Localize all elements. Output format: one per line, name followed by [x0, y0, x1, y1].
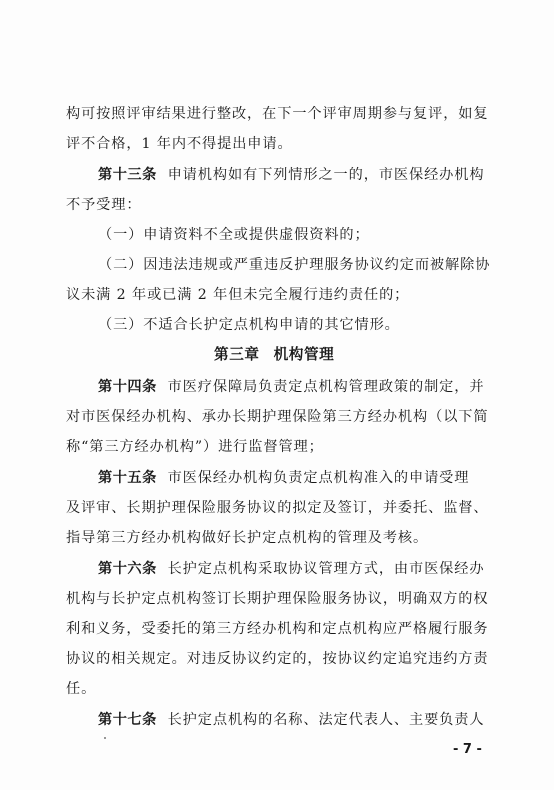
paragraph-line [66, 529, 428, 547]
line-text: 议未满 2 年或已满 2 年但未完全履行违约责任的； [66, 287, 410, 303]
chapter-title: 机构管理 [273, 346, 335, 363]
line-text: 长护定点机构采取协议管理方式，由市医保经办 [167, 561, 485, 577]
article-14-heading: 第十四条 [98, 379, 157, 395]
list-item-1 [98, 226, 370, 244]
article-16-heading: 第十六条 [98, 561, 157, 577]
paragraph-line [66, 286, 409, 304]
line-text: （三）不适合长护定点机构申请的其它情形。 [98, 317, 400, 333]
page-number: - 7 - [453, 742, 482, 757]
paragraph-line [66, 680, 96, 698]
article-14-line [98, 378, 484, 396]
line-text: 任。 [66, 681, 97, 697]
article-13-heading: 第十三条 [98, 167, 157, 183]
paragraph-line [66, 196, 141, 214]
paragraph-line [66, 105, 488, 123]
line-text: 不予受理： [66, 197, 142, 213]
line-text: 及评审、长期护理保险服务协议的拟定及签订，并委托、监督、 [66, 500, 489, 516]
chapter-heading [214, 346, 334, 364]
list-item-3 [98, 316, 400, 334]
paragraph-line [66, 590, 488, 608]
article-15-heading: 第十五条 [98, 470, 157, 486]
article-15-line [98, 469, 469, 487]
line-text: 指导第三方经办机构做好长护定点机构的管理及考核。 [66, 530, 429, 546]
line-text: 构可按照评审结果进行整改，在下一个评审周期参与复评，如复 [66, 106, 489, 122]
line-text: 协议的相关规定。对违反协议约定的，按协议约定追究违约方责 [66, 651, 489, 667]
article-17-line [98, 711, 484, 729]
line-text: 对市医保经办机构、承办长期护理保险第三方经办机构（以下简 [66, 409, 489, 425]
line-text: 机构与长护定点机构签订长期护理保险服务协议，明确双方的权 [66, 591, 489, 607]
list-item-2 [98, 256, 490, 274]
line-text: （二）因违法违规或严重违反护理服务协议约定而被解除协 [98, 257, 491, 273]
scan-speck [104, 737, 106, 739]
chapter-number: 第三章 [214, 346, 260, 363]
line-text: 市医保经办机构负责定点机构准入的申请受理 [167, 470, 470, 486]
article-17-heading: 第十七条 [98, 712, 157, 728]
line-text: 评不合格，1 年内不得提出申请。 [66, 136, 293, 152]
article-16-line [98, 560, 484, 578]
paragraph-line [66, 620, 488, 638]
line-text: （一）申请资料不全或提供虚假资料的； [98, 227, 370, 243]
paragraph-line [66, 650, 488, 668]
paragraph-line [66, 499, 488, 517]
paragraph-line [66, 408, 488, 426]
paragraph-line [66, 135, 293, 153]
line-text: 称“第三方经办机构”）进行监督管理； [66, 439, 324, 455]
article-13-line [98, 166, 484, 184]
line-text: 申请机构如有下列情形之一的，市医保经办机构 [167, 167, 485, 183]
line-text: 市医疗保障局负责定点机构管理政策的制定，并 [167, 379, 485, 395]
line-text: 长护定点机构的名称、法定代表人、主要负责人 [167, 712, 485, 728]
paragraph-line [66, 438, 324, 456]
line-text: 利和义务，受委托的第三方经办机构和定点机构应严格履行服务 [66, 621, 489, 637]
